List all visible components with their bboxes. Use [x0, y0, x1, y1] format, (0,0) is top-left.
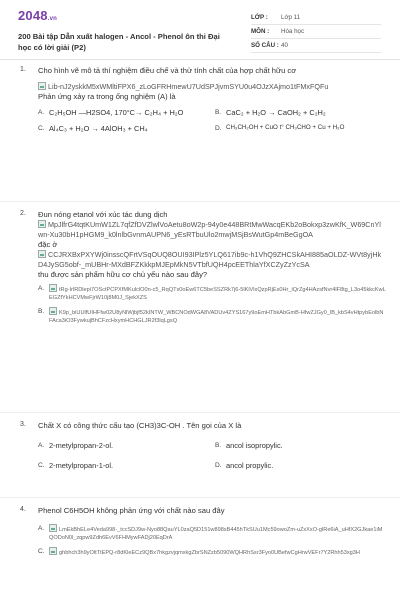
options-list	[38, 108, 386, 134]
question-prompt: thu được sản phẩm hữu cơ chủ yếu nào sau đây?	[38, 270, 208, 279]
broken-image: MpJlfrG4tqtKUmW1ZL7qfZfDVZlwlVoAetu8oW2p-94y0e448BRtMwWacqEKb2oBokxp3zwKfK_W69CnYlwn-Xu30bH1pHGM9_k0lnlbGvnmAUPN6_yEsRTbuUlo2mwjMSjBsWutGp4mBeGgOA	[38, 220, 381, 239]
broken-image: Lib-nJ2yskkM5xWMltiFPX6_zLoGFRHmewU7UdSPJjvmSYU0u4OJzXAjmo1tFMxFQFu	[38, 82, 386, 92]
image-icon	[49, 524, 57, 532]
question-3	[0, 413, 400, 498]
option-c[interactable]: C. 2-metylpropan-1-ol.	[38, 461, 114, 470]
question-text: Chất X có công thức cấu tạo (CH3)3C-OH . Tên gọi của X là	[38, 421, 242, 430]
option-image: ghbhch3h9yOltTtEPQ-r8dKleECz9QBx7hkgzvjqmxkgZbrSNZzb5090WQHRhSsr3Fyo0UBefwCgHrwVEFr7Y2Rhh53xg3H	[49, 547, 360, 557]
option-b[interactable]: B. K9p_biUUlfUIHFfw02U8yNlWjbjf52kINTW_WBCNOdWGA8VADUv4ZYS167y9oEmHTbkAbGmB-HfwZJGy0_lB_kbS4vHtpybEolbNFAca3iO3FywkujBhCFzcHxymHCHGLJR2f3lqLgsQ	[38, 307, 386, 325]
option-image: tRg-IrlRDlepi7OSctPCPXfMKulclO0n-c5_RqQTx0oEw6TC5beSSZRk7j6-5lKiVlxQzpRjEs0Hr_iQrZg4HAzsfNvr4lF8tg_L3o45kkcKwLEGZfYkHCVMwFjrW10j8M0J_SjekXZS	[49, 284, 386, 302]
option-a[interactable]: A. tRg-IrlRDlepi7OSctPCPXfMKulclO0n-c5_RqQTx0oEw6TC5beSSZRk7j6-5lKiVlxQzpRjEs0Hr_iQrZg4HAzsfNvr4lF8tg_L3o45kkcKwLEGZfYkHCVMwFjrW10j8M0J_SjekXZS	[38, 285, 386, 301]
question-number: 3.	[20, 421, 26, 428]
image-icon	[49, 307, 57, 315]
question-2	[0, 202, 400, 413]
image-icon	[38, 220, 46, 228]
meta-row-subject: MÔN : Hóa học	[251, 25, 381, 39]
question-number: 4.	[20, 506, 26, 513]
question-text: Đun nóng etanol với xúc tác dung dịch	[38, 210, 168, 219]
question-prompt: Phản ứng xảy ra trong ống nghiệm (A) là	[38, 92, 176, 101]
option-c[interactable]: C. Al₄C₃ + H₂O → 4AlOH₃ + CH₄	[38, 124, 148, 133]
document-title: 200 Bài tập Dẫn xuất halogen - Ancol - Phenol ôn thi Đại học có lời giải (P2)	[18, 32, 220, 52]
question-text-mid: đặc ở	[38, 240, 58, 249]
question-number: 1.	[20, 66, 26, 73]
question-text: Cho hình vẽ mô tả thí nghiệm điều chế và thử tính chất của hợp chất hữu cơ	[38, 66, 297, 75]
question-number: 2.	[20, 210, 26, 217]
site-logo[interactable]: 2048.vn	[18, 8, 58, 23]
question-4	[0, 498, 400, 598]
options-list	[38, 284, 386, 325]
option-image: K9p_biUUlfUIHFfw02U8yNlWjbjf52kINTW_WBCNOdWGA8VADUv4ZYS167y9oEmHTbkAbGmB-HfwZJGy0_lB_kbS4vHtpybEolbNFAca3iO3FywkujBhCFzcHxymHCHGLJR2f3lqLgsQ	[49, 307, 386, 325]
question-text: Phenol C6H5OH không phản ứng với chất nào sau đây	[38, 506, 225, 515]
image-icon	[49, 547, 57, 555]
meta-row-count: SỐ CÂU : 40	[251, 39, 381, 53]
document-header	[0, 0, 400, 60]
option-d[interactable]: D. CH₃CH₂OH + CuO t° CH₃CHO + Cu + H₂O	[215, 124, 345, 132]
options-list	[38, 441, 386, 471]
option-a[interactable]: A. LmEkBhELe4Veda998-_tccSDJ9w-Nyo88QauYL0zaQ5D151w898sB445hTkSUu1Mc59owoZm-uZxXxO-glRe6iA_uHfX2GJkae1iMQODoN0l_zqpw9Zdh6EvV6FHMywFADj20EqDrA	[38, 524, 386, 542]
question-1	[0, 60, 400, 202]
option-c[interactable]: C. ghbhch3h9yOltTtEPQ-r8dKleECz9QBx7hkgzvjqmxkgZbrSNZzb5090WQHRhSsr3Fyo0UBefwCgHrwVEFr7Y2Rhh53xg3H	[38, 548, 360, 556]
option-b[interactable]: B. ancol isopropylic.	[215, 441, 283, 450]
option-a[interactable]: A. 2-metylpropan-2-ol.	[38, 441, 114, 450]
image-icon	[38, 82, 46, 90]
image-icon	[38, 250, 46, 258]
meta-row-class: LỚP : Lớp 11	[251, 11, 381, 25]
image-icon	[49, 284, 57, 292]
option-image: LmEkBhELe4Veda998-_tccSDJ9w-Nyo88QauYL0zaQ5D151w898sB445hTkSUu1Mc59owoZm-uZxXxO-glRe6iA_uHfX2GJkae1iMQODoN0l_zqpw9Zdh6EvV6FHMywFADj20EqDrA	[49, 524, 386, 542]
document-meta	[251, 11, 381, 53]
option-d[interactable]: D. ancol propylic.	[215, 461, 274, 470]
option-b[interactable]: B. CaC₂ + H₂O → CaOH₂ + C₂H₂	[215, 108, 326, 117]
option-a[interactable]: A. C₂H₅OH —H2SO4, 170°C→ C₂H₄ + H₂O	[38, 108, 184, 117]
options-list	[38, 524, 386, 557]
broken-image: CCJRXBxPXYWj0insscQFrtVSqOUQ8OUI93IPlz5YLQ617ib9c-h1VhQ9ZHCSkAHI885aOLDZ-WVt8yjHkD4JySG5obf-_mUBHr-MXdBFZKkkpMJEpMkN5VTbfUQH4pcEEThlaYfXCZyZzYcSA	[38, 250, 382, 269]
